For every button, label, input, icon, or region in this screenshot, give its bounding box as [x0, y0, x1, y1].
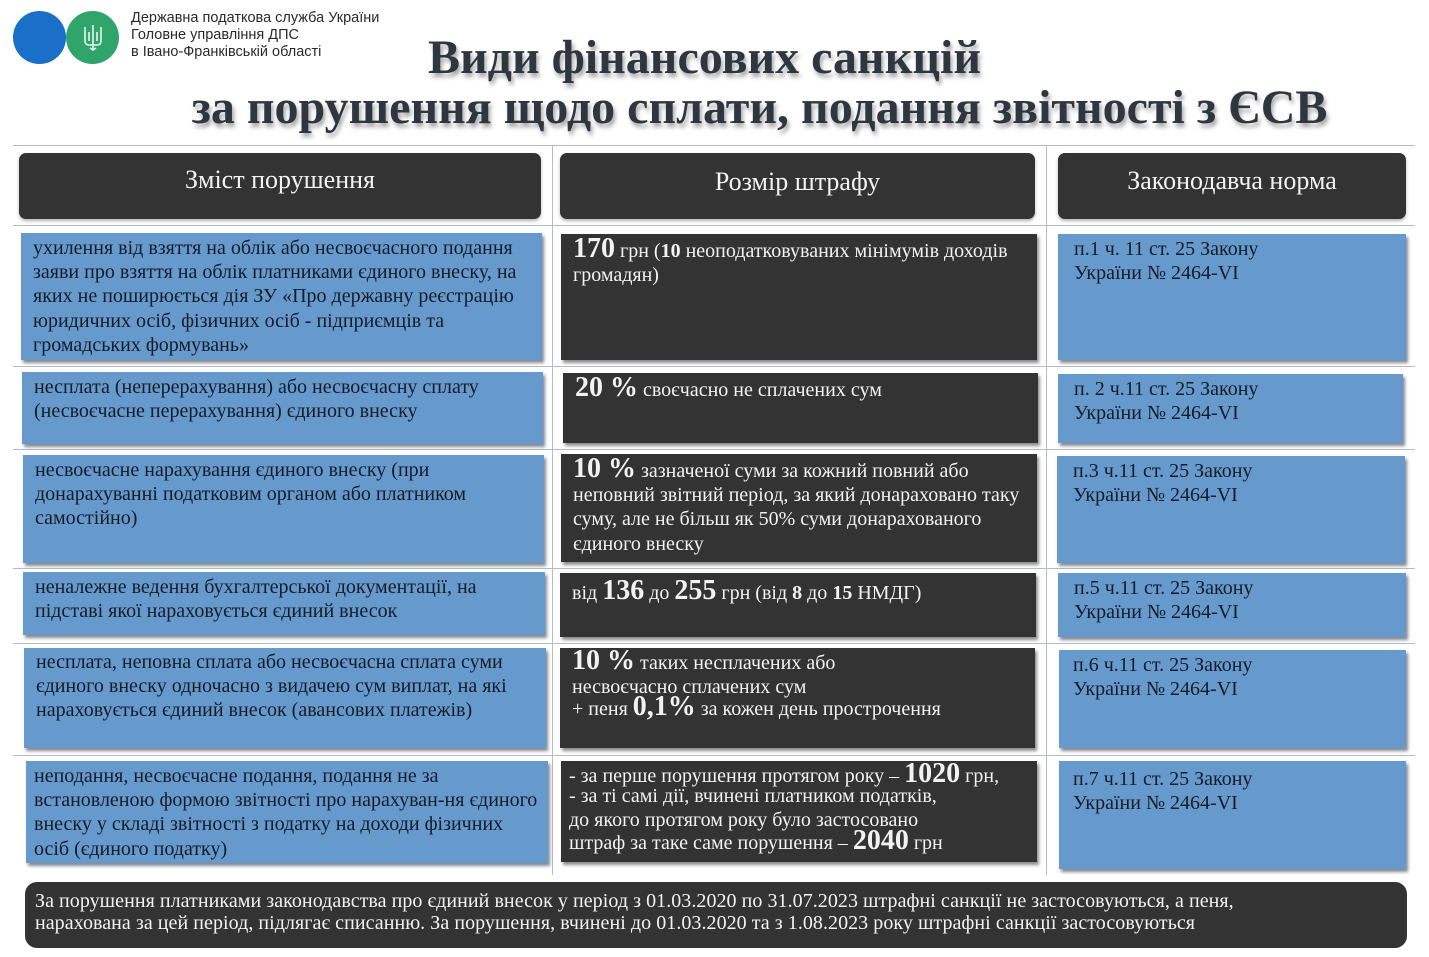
- norm-cell: [1059, 650, 1406, 748]
- fine-text: до: [644, 582, 675, 604]
- fine-text: таких несплачених або: [635, 652, 836, 674]
- fine-text: за кожен день прострочення: [695, 698, 941, 721]
- fine-number: 10: [660, 240, 681, 262]
- column-header-fine: Розмір штрафу: [560, 153, 1035, 219]
- page-title-line1: Види фінансових санкцій: [427, 31, 981, 84]
- fine-amount: 20 %: [575, 372, 638, 403]
- fine-text: НМДГ): [852, 582, 922, 604]
- fine-cell: [561, 454, 1037, 562]
- fine-text: грн: [908, 831, 943, 854]
- fine-line: несвоєчасно сплачених сум: [572, 676, 807, 699]
- fine-cell: [560, 645, 1035, 748]
- org-line: Державна податкова служба України: [131, 10, 380, 26]
- fine-number: 15: [832, 582, 853, 604]
- fine-amount: 170: [573, 233, 615, 264]
- norm-line: п. 2 ч.11 ст. 25 Закону: [1074, 378, 1259, 400]
- fine-text: неоподатковуваних мінімумів доходів громадян): [573, 240, 1008, 287]
- violation-cell: неналежне ведення бухгалтерської документації, на підставі якої нараховується єдиний внесок: [23, 572, 545, 635]
- fine-amount: 255: [674, 575, 717, 606]
- fine-amount: 10 %: [572, 645, 635, 676]
- fine-cell: [560, 573, 1036, 637]
- norm-cell: [1057, 456, 1405, 563]
- norm-line: України № 2464-VI: [1074, 402, 1239, 425]
- divider: [13, 225, 1415, 226]
- fine-text: грн (: [615, 240, 661, 262]
- fine-text: - за перше порушення протягом року –: [569, 765, 905, 787]
- fine-amount: 2040: [852, 824, 909, 856]
- fine-cell: [561, 758, 1037, 862]
- divider: [13, 366, 1415, 367]
- divider: [13, 145, 1415, 146]
- fine-text: до: [802, 582, 833, 604]
- norm-line: України № 2464-VI: [1073, 484, 1238, 507]
- footer-line: нарахована за цей період, підлягає списанню. За порушення, вчинені до 01.03.2020 та з 1.08.2023 року штрафні санкції застосовуються: [35, 912, 1196, 934]
- norm-cell: [1059, 761, 1406, 869]
- violation-cell: неподання, несвоєчасне подання, подання не за встановленою формою звітності про нарахуван-ня єдиного внеску у складі звітності з податку на доходи фізичних осіб (єдиного податку): [26, 761, 548, 863]
- page-title-line2: за порушення щодо сплати, подання звітності з ЄСВ: [191, 81, 1328, 134]
- divider: [13, 449, 1415, 450]
- fine-number: 8: [792, 582, 803, 604]
- footer-note: [25, 882, 1407, 948]
- norm-line: України № 2464-VI: [1073, 678, 1238, 701]
- violation-cell: несплата, неповна сплата або несвоєчасна сплата суми єдиного внеску одночасно з видачею сум виплат, на які нараховується єдиний внесок (авансових платежів): [24, 648, 546, 748]
- fine-amount: 0,1%: [632, 691, 696, 723]
- fine-text: + пеня: [572, 698, 633, 721]
- fine-cell: [561, 234, 1037, 360]
- divider: [552, 145, 553, 875]
- fine-text: своєчасно не сплачених сум: [638, 379, 882, 401]
- violation-cell: несвоєчасне нарахування єдиного внеску (при донарахуванні податковим органом або платником самостійно): [23, 455, 544, 563]
- norm-line: України № 2464-VI: [1073, 792, 1238, 815]
- norm-line: п.5 ч.11 ст. 25 Закону: [1074, 577, 1254, 599]
- norm-line: п.7 ч.11 ст. 25 Закону: [1073, 768, 1253, 790]
- fine-line: [569, 824, 1029, 856]
- norm-line: п.6 ч.11 ст. 25 Закону: [1073, 654, 1253, 676]
- violation-cell: ухилення від взяття на облік або несвоєчасного подання заяви про взяття на облік платниками єдиного внеску, на яких не поширюється дія ЗУ «Про державну реєстрацію юридичних осіб, фізичних осіб - підприємців та громадських формувань»: [21, 233, 542, 360]
- fine-amount: 10 %: [573, 453, 636, 484]
- fine-cell: [563, 373, 1038, 443]
- norm-line: п.3 ч.11 ст. 25 Закону: [1073, 460, 1253, 482]
- divider: [1046, 145, 1047, 875]
- fine-line: до якого протягом року було застосовано: [569, 809, 919, 832]
- fine-text: грн,: [960, 765, 1000, 787]
- fine-line: [572, 691, 1027, 723]
- divider: [13, 568, 1415, 569]
- norm-cell: [1058, 374, 1403, 443]
- divider: [13, 643, 1415, 644]
- violation-cell: несплата (неперерахування) або несвоєчасну сплату (несвоєчасне перерахування) єдиного внеску: [22, 372, 543, 444]
- norm-cell: [1058, 573, 1406, 637]
- fine-line: [572, 645, 1027, 676]
- fine-text: грн (від: [716, 582, 793, 604]
- norm-line: України № 2464-VI: [1074, 601, 1239, 624]
- fine-line: - за ті самі дії, вчинені платником податків,: [569, 785, 937, 808]
- fine-amount: 136: [602, 575, 645, 606]
- footer-line: За порушення платниками законодавства про єдиний внесок у період з 01.03.2020 по 31.07.2023 штрафні санкції не застосовуються, а пеня,: [35, 890, 1234, 912]
- norm-line: України № 2464-VI: [1074, 262, 1239, 285]
- norm-cell: [1058, 234, 1406, 360]
- org-line: Головне управління ДПС: [131, 27, 300, 43]
- fine-text: зазначеної суми за кожний повний або неповний звітний період, за який донараховано таку суму, але не більш як 50% суми донарахованого єдиного внеску: [573, 460, 1020, 555]
- fine-text: штраф за таке саме порушення –: [569, 831, 853, 854]
- fine-text: від: [572, 582, 603, 604]
- column-header-norm: Законодавча норма: [1058, 153, 1406, 219]
- fine-amount: 1020: [904, 758, 961, 789]
- norm-line: п.1 ч. 11 ст. 25 Закону: [1074, 238, 1259, 260]
- org-line: в Івано-Франківській області: [131, 44, 322, 60]
- divider: [13, 755, 1415, 756]
- column-header-violation: Зміст порушення: [19, 153, 541, 219]
